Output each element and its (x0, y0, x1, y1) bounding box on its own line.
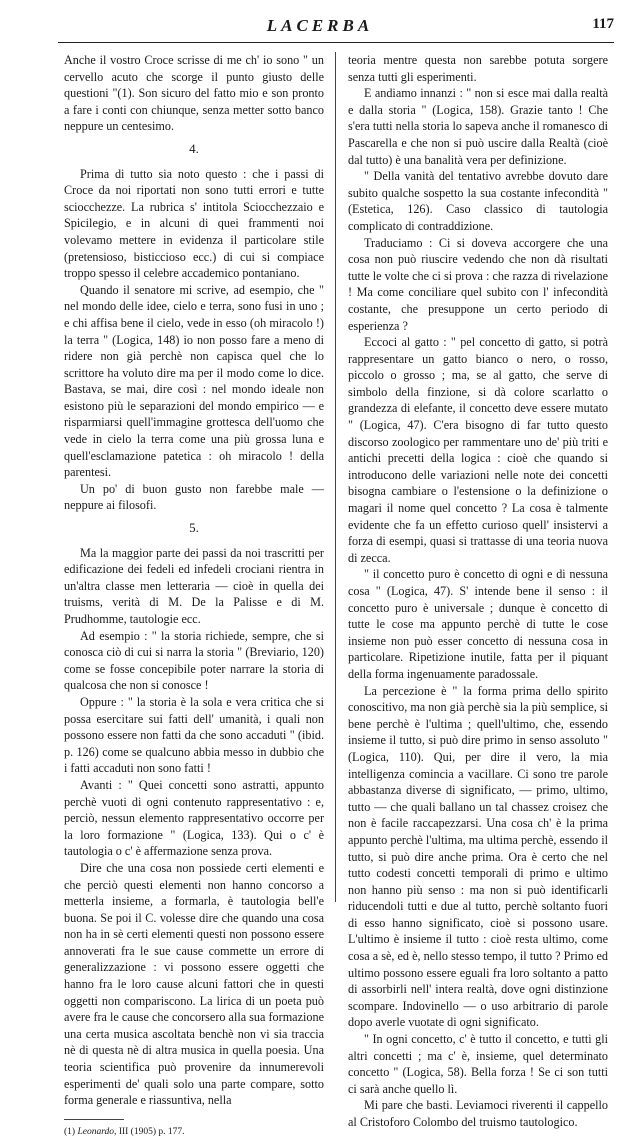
paragraph: " In ogni concetto, c' è tutto il concetto, e tutti gli altri concetti ; ma c' è, insieme, quel determinato concetto " (Logica, 58). Bella forza ! Se ci son tutti ci sarà anche quello lì. (348, 1032, 608, 1096)
paragraph: Anche il vostro Croce scrisse di me ch' io sono " un cervello acuto che scorge il punto giusto delle questioni "(1). Son sicuro del fatto mio e son pronto a fare i conti con chiunque, senza metter sotto banco neppure un centesimo. (64, 53, 324, 134)
footnote (64, 1124, 324, 1140)
paragraph: Eccoci al gatto : " pel concetto di gatto, si potrà rappresentare un gatto bianco o nero, o rosso, piccolo o grosso ; ma, se al gatto, che serve di simbolo della finzione, si dà colore scarlatto o grandezza di elefante, il concetto deve essere mutato " (Logica, 47). C'era bisogno di far tutto questo discorso zoologico per rammentare uno de' più triti e antichi precetti della logica : cioè che quando si introducono delle variazioni nelle note dei concetti bisogna cambiare o l'estensione o la definizione o magari il nome quel concetto ? La cosa è talmente evidente che fa un effetto curioso quell' insistervi a forza di esempi, quasi si trattasse di una teoria nuova di zecca. (348, 335, 608, 565)
paragraph: " il concetto puro è concetto di ogni e di nessuna cosa " (Logica, 47). S' intende bene il senso : il concetto puro è universale ; dunque è concetto di tutte le cose ma appunto perchè di tutte le cose insieme non può esser concetto di nessuna cosa in particolare. Ripetizione inutile, fatta per il piquant della forma ingenuamente paradossale. (348, 567, 608, 681)
paragraph: E andiamo innanzi : " non si esce mai dalla realtà e dalla storia " (Logica, 158). Grazie tanto ! Che s'era tutti nella storia lo sapeva anche il romanesco di Pascarella e che non si può uscire dalla Realtà (cioè dal tutto) è una banalità vera per definizione. (348, 86, 608, 167)
paragraph: Ma la maggior parte dei passi da noi trascritti per edificazione dei fedeli ed infedeli crociani rientra in un'altra classe men letteraria — cioè in quella dei truisms, verità di M. De la Palisse e di M. Prudhomme, tautologie ecc. (64, 545, 324, 626)
column-divider (335, 52, 336, 902)
section-number: 4. (189, 140, 199, 156)
paragraph: Mi pare che basti. Leviamoci riverenti il cappello al Cristoforo Colombo del truismo tautologico. (348, 1098, 608, 1129)
paragraph: Avanti : " Quei concetti sono astratti, appunto perchè vuoti di ogni contenuto rappresentativo : e, perciò, nessun elemento rappresentativo occorre per la loro formazione " (Logica, 133). Qui o c' è tautologia o c' è affermazione senza prova. (64, 777, 324, 859)
paragraph: Un po' di buon gusto non farebbe male — neppure ai filosofi. (64, 481, 324, 513)
paragraph: Oppure : " la storia è la sola e vera critica che si possa esercitare sui fatti dell' umanità, i quali non possono essere non fatti da che sono accaduti " (ibid. p. 126) come se qualcuno abbia messo in dubbio che i fatti accaduti non sono fatti ! (64, 694, 324, 776)
page-header (0, 0, 640, 44)
section-number: 5. (189, 520, 199, 536)
footnote-marker: (1) (64, 1126, 76, 1137)
paragraph: " Della vanità del tentativo avrebbe dovuto dare subito qualche sospetto la sua costante infecondità " (Estetica, 126). Caso classico di tautologia complicato di contraddizione. (348, 169, 608, 233)
paragraph: Prima di tutto sia noto questo : che i passi di Croce da noi riportati non sono tutti errori e tutte sciocchezze. La rubrica s' intitola Sciocchezzaio e Spicilegio, e in alcuni di quei frammenti noi volevamo mettere in evidenza il particolare stile (pretensioso, bisticcioso ecc.) di cui si compiace troppo spesso il celebre accademico pontaniano. (64, 166, 324, 281)
paragraph: Traduciamo : Ci si doveva accorgere che una cosa non può riuscire vedendo che non dà risultati tutte le volte che ci si prova : che razza di rivelazione ! Ma come conciliare quel subito con l' infecondità costante, che presuppone un certo periodo di esperienza ? (348, 235, 608, 333)
left-column (64, 52, 324, 1140)
footnote-source: Leonardo, (77, 1126, 117, 1137)
paragraph: Ad esempio : " la storia richiede, sempre, che si conosca ciò di cui si narra la storia " (Breviario, 120) come se fosse concepibile poter narrare la storia di qualcosa che non si conosce ! (64, 628, 324, 693)
running-title: LACERBA (266, 16, 374, 35)
footnote-rule (64, 1119, 124, 1120)
paragraph: Dire che una cosa non possiede certi elementi e che perciò questi elementi non hanno concorso a metterla insieme, a formarla, è tautologia bell'e buona. Se poi il C. volesse dire che quando una cosa non ha in sè certi elementi questi non possono essere annoverati fra le sue cause commette un errore di generalizzazione : vi possono essere oggetti che hanno fra le loro cause alcuni fattori che in questi oggetti non compariscono. La lirica di un poeta può avere fra le cause che concorsero alla sua formazione una certa musica ascoltata benchè non vi sia traccia nè di questa nè di altra musica in quella poesia. Una teoria scientifica può provenire da innumerevoli esperimenti de' quali solo una parte compare, sotto forma generale e riassuntiva, nella (64, 860, 324, 1108)
paragraph: La percezione è " la forma prima dello spirito conoscitivo, ma non già perchè sia la più semplice, si bene perchè è l'ultima ; quell'ultimo, che, essendo insieme il tutto, si può dire primo in senso assoluto " (Logica, 110). Qui, per dire il vero, la mia intelligenza comincia a vacillare. Ci sono tre parole abbastanza diverse di significato, — primo, ultimo, tutto — che quali ballano un tal chassez croisez che non è facile raccapezzarsi. Una cosa ch' è la prima appunto perchè l'ultima, ma ultima perchè, essendo il tutto, si può dire anche prima. Ora è certo che nel tutto codesti concetti temporali di primo e ultimo non hanno più senso : ma non si può identificarli riducendoli tutti e due al tutto, perchè soltanto fuori di esso hanno significato, cioè si possono usare. L'ultimo è insieme il tutto : cioè resta ultimo, come cosa a sè, ed è, nello stesso tempo, il tutto ? Primo ed ultimo possono essere eguali fra loro soltanto a patto di assorbirli nell' intera realtà, dove ogni distinzione scompare. Indovinello — o uso arbitrario di parole dopo averle vuotate di ogni significato. (348, 683, 608, 1030)
page-number: 117 (592, 16, 614, 32)
paragraph: teoria mentre questa non sarebbe potuta sorgere senza tutti gli esperimenti. (348, 53, 608, 84)
right-column (348, 52, 608, 1131)
header-rule (58, 42, 614, 43)
paragraph: Quando il senatore mi scrive, ad esempio, che " nel mondo delle idee, cielo e terra, sono fusi in uno ; e chi affisa bene il cielo, vede in esso (oh miracolo !) la terra " (Logica, 148) io non posso fare a meno di ridere non già perchè non capisca quel che lo scrittore ha voluto dire ma per il modo come lo dice. Bastava, se mai, dire così : nel mondo ideale non esistono più le separazioni del mondo empirico — e risparmiarsi quell'immagine grottesca dell'uomo che vede in cielo la terra come una più grossa luna e quell'esclamazione patetica : oh miracolo ! della parentesi. (64, 282, 324, 480)
footnote-detail: III (1905) p. 177. (118, 1126, 185, 1137)
